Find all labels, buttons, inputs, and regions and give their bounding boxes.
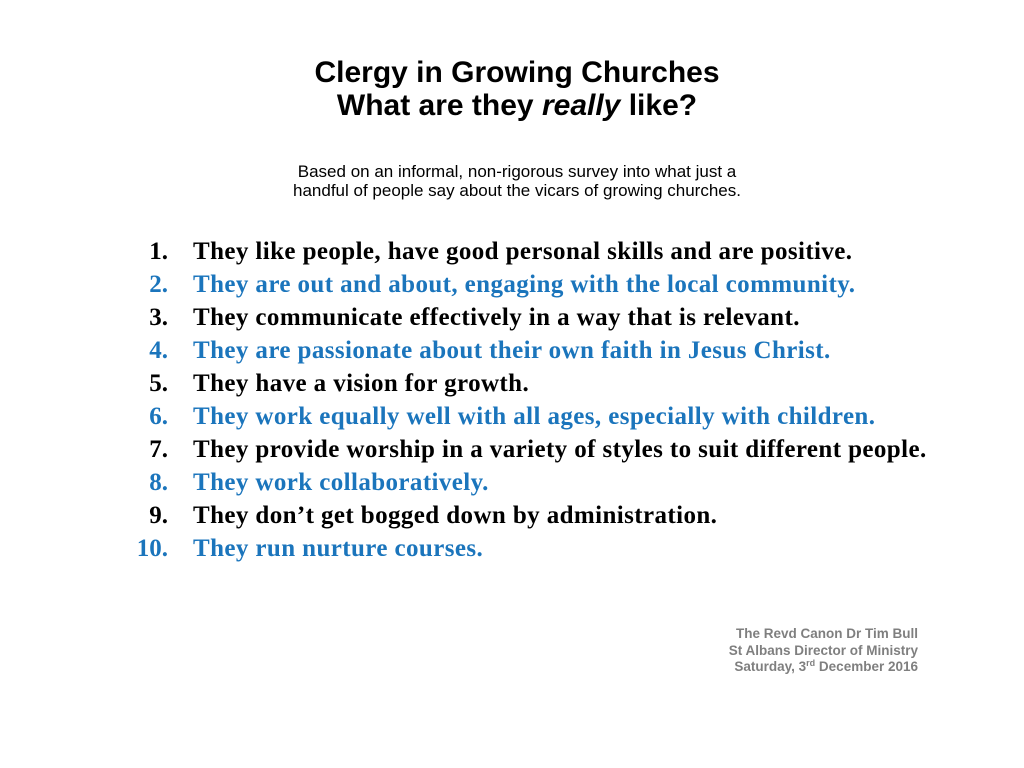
title-line-2-start: What are they: [336, 89, 542, 122]
list-item-text: They work equally well with all ages, especially with children.: [193, 403, 876, 430]
list-item-text: They are out and about, engaging with the local community.: [193, 271, 856, 298]
title-line-2-end: like?: [620, 89, 698, 122]
list-item-number: 9.: [149, 502, 168, 529]
list-item: [0, 235, 1000, 268]
list-item-text: They don’t get bogged down by administration.: [193, 502, 718, 529]
list-item: [0, 433, 1000, 466]
list-item-number: 10.: [136, 535, 168, 562]
list-item-text: They are passionate about their own faith in Jesus Christ.: [193, 337, 831, 364]
title-line-1: Clergy in Growing Churches: [314, 56, 720, 89]
author-role: St Albans Director of Ministry: [728, 642, 918, 658]
list-item: [0, 466, 1000, 499]
list-item-number: 3.: [149, 304, 168, 331]
list-item: [0, 334, 1000, 367]
list-item-text: They provide worship in a variety of styles to suit different people.: [193, 436, 927, 463]
title-emphasis: really: [541, 89, 621, 122]
title: [10, 56, 1024, 122]
list-item-number: 2.: [149, 271, 168, 298]
trait-list: [0, 235, 1000, 565]
list-item: [0, 532, 1000, 565]
list-item-text: They run nurture courses.: [193, 535, 484, 562]
subtitle-line-1: Based on an informal, non-rigorous survey into what just a: [297, 162, 737, 181]
list-item-number: 8.: [149, 469, 168, 496]
list-item-number: 6.: [149, 403, 168, 430]
list-item-number: 4.: [149, 337, 168, 364]
list-item-number: 5.: [149, 370, 168, 397]
subtitle-line-2: handful of people say about the vicars of growing churches.: [293, 181, 741, 200]
author-name: The Revd Canon Dr Tim Bull: [735, 626, 918, 641]
list-item-number: 7.: [149, 436, 168, 463]
list-item: [0, 400, 1000, 433]
list-item-text: They communicate effectively in a way that is relevant.: [193, 304, 800, 331]
date-superscript: rd: [806, 658, 816, 668]
title-line-2: [10, 89, 1024, 122]
list-item: [0, 499, 1000, 532]
subtitle: [10, 162, 1024, 200]
list-item: [0, 301, 1000, 334]
list-item-text: They have a vision for growth.: [193, 370, 530, 397]
date-prefix: Saturday, 3: [734, 659, 807, 674]
footer-attribution: [729, 626, 918, 676]
list-item-number: 1.: [149, 238, 168, 265]
list-item: [0, 268, 1000, 301]
list-item-text: They work collaboratively.: [193, 469, 489, 496]
list-item-text: They like people, have good personal skills and are positive.: [193, 238, 853, 265]
presentation-date: [729, 659, 918, 676]
date-suffix: December 2016: [815, 659, 918, 674]
list-item: [0, 367, 1000, 400]
